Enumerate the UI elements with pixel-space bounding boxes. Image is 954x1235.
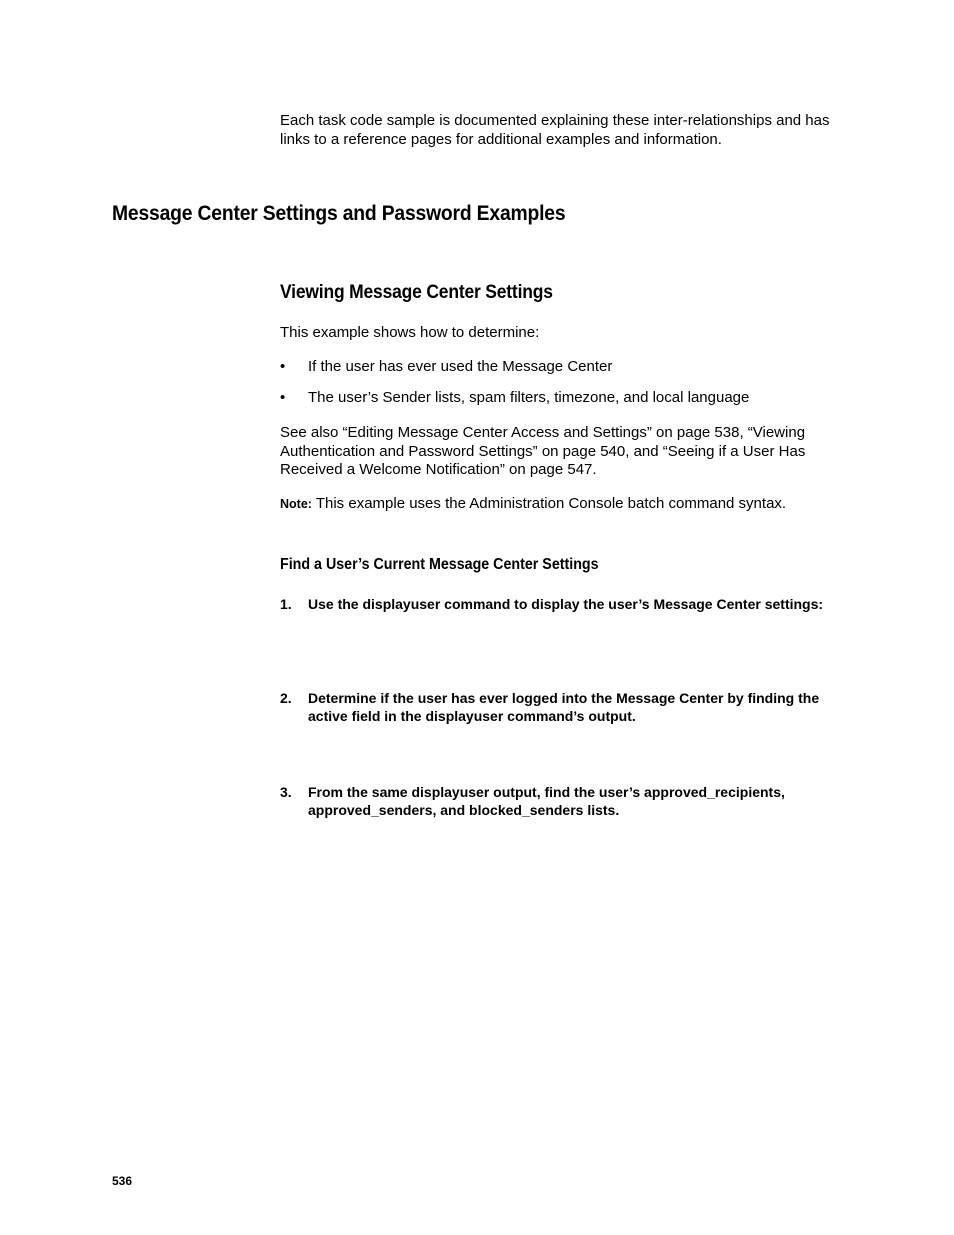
note-paragraph [280,495,840,514]
lead-paragraph: This example shows how to determine: [280,324,540,341]
subsection-title: Viewing Message Center Settings [280,282,553,303]
step-text: Determine if the user has ever logged into the Message Center by finding the active field in the displayuser command’s output. [308,690,820,724]
bullet-text: The user’s Sender lists, spam filters, timezone, and local language [308,389,750,406]
bullet-mark: • [280,358,286,375]
see-also-paragraph: See also “Editing Message Center Access and Settings” on page 538, “Viewing Authentication and Password Settings” on page 540, and “Seeing if a User Has Received a Welcome Notification” on page 547. [280,424,806,478]
task-title: Find a User’s Current Message Center Settings [280,556,599,573]
note-text: This example uses the Administration Console batch command syntax. [311,495,787,512]
section-title: Message Center Settings and Password Examples [112,202,566,225]
step-number: 3. [280,784,292,800]
step-text: Use the displayuser command to display the user’s Message Center settings: [308,596,824,612]
step-text: From the same displayuser output, find the user’s approved_recipients, approved_senders, and blocked_senders lists. [308,784,785,818]
intro-paragraph: Each task code sample is documented explaining these inter-relationships and has links to a reference pages for additional examples and information. [280,112,830,148]
step-number: 1. [280,596,292,612]
bullet-text: If the user has ever used the Message Center [308,358,613,375]
step-number: 2. [280,690,292,706]
page-number: 536 [112,1174,133,1188]
note-label: Note: [280,497,312,511]
bullet-mark: • [280,389,286,406]
